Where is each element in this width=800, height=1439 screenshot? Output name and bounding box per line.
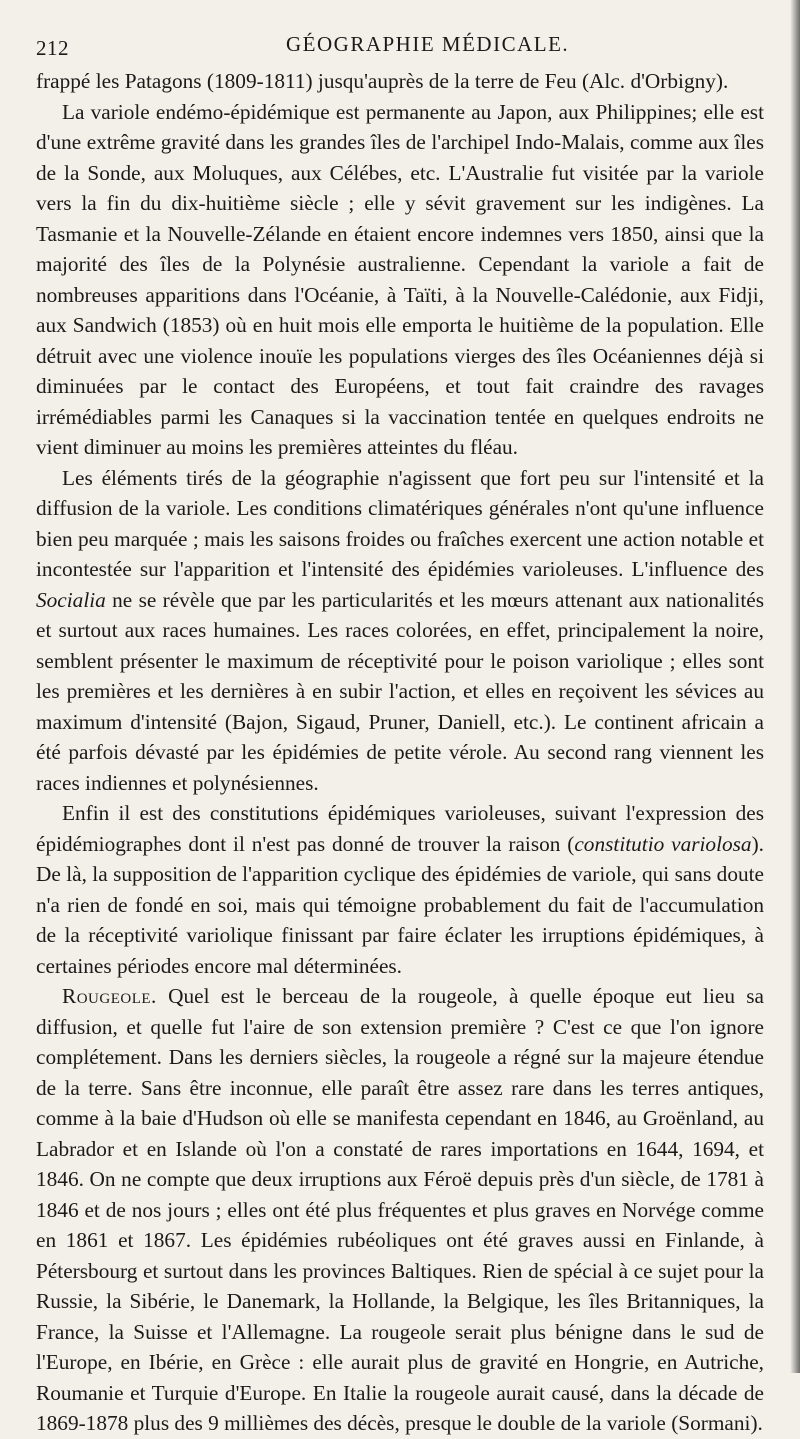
paragraph-variole-oceanie bbox=[36, 97, 764, 463]
paragraph-rougeole bbox=[36, 981, 764, 1439]
paragraph-text: Les éléments tirés de la géographie n'agissent que fort peu sur l'intensité et la diffusion de la variole. Les conditions climatériques générales n'ont qu'une influence bien peu marquée ; mais les saisons froides ou fraîches exercent une action notable et incontestée sur l'apparition et l'intensité des épidémies varioleuses. L'influence des bbox=[36, 465, 764, 581]
paragraph-text: ). De là, la supposition de l'apparition cyclique des épidémies de variole, qui sans doute n'a rien de fondé en soi, mais qui témoigne probablement du fait de l'accumulation de la réceptivité variolique finissant par faire éclater les irruptions épidémiques, à certaines périodes encore mal déterminées. bbox=[36, 831, 765, 978]
page-number: 212 bbox=[36, 36, 69, 60]
paragraph-text: frappé les Patagons (1809-1811) jusqu'auprès de la terre de Feu (Alc. d'Orbigny). bbox=[36, 69, 729, 93]
running-head bbox=[36, 26, 772, 66]
paragraph-constitutions-epidemiques bbox=[36, 798, 764, 981]
paragraph-text: ne se révèle que par les particularités et les mœurs attenant aux nationalités et surtout aux races humaines. Les races colorées, en effet, principalement la noire, semblent présenter le maximum de réceptivité pour le poison variolique ; elles sont les premières et les dernières à en subir l'action, et elles en reçoivent les sévices au maximum d'intensité (Bajon, Sigaud, Pruner, Daniell, etc.). Le continent africain a été parfois dévasté par les épidémies de petite vérole. Au second rang viennent les races indiennes et polynésiennes. bbox=[36, 587, 764, 795]
running-title: GÉOGRAPHIE MÉDICALE. bbox=[286, 32, 570, 56]
paragraph-text: Enfin il est des constitutions épidémiques varioleuses, suivant l'expression des épidémiographes dont il n'est pas donné de trouver la raison ( bbox=[36, 801, 764, 856]
paragraph-elements-geographie bbox=[36, 463, 764, 799]
italic-term-socialia: Socialia bbox=[36, 587, 106, 612]
paragraph-text: La variole endémo-épidémique est permanente au Japon, aux Philippines; elle est d'une extrême gravité dans les grandes îles de l'archipel Indo-Malais, comme aux îles de la Sonde, aux Moluques, aux Célébes, etc. L'Australie fut visitée par la variole vers la fin du dix-huitième siècle ; elle y sévit gravement sur les indigènes. La Tasmanie et la Nouvelle-Zélande en étaient encore indemnes vers 1850, ainsi que la majorité des îles de la Polynésie australienne. Cependant la variole a fait de nombreuses apparitions dans l'Océanie, à Taïti, à la Nouvelle-Calédonie, aux Fidji, aux Sandwich (1853) où en huit mois elle emporta le huitième de la population. Elle détruit avec une violence inouïe les populations vierges des îles Océaniennes déjà si diminuées par le contact des Européens, et tout fait craindre des ravages irrémédiables parmi les Canaques si la vaccination tentée en quelques endroits ne vient diminuer au moins les premières atteintes du fléau. bbox=[36, 99, 764, 459]
section-heading-rougeole: Rougeole. bbox=[62, 984, 157, 1008]
body-text bbox=[36, 66, 764, 1439]
paragraph-text: Quel est le berceau de la rougeole, à quelle époque eut lieu sa diffusion, et quelle fut l'aire de son extension première ? C'est ce que l'on ignore complétement. Dans les derniers siècles, la rougeole a régné sur la majeure étendue de la terre. Sans être inconnue, elle paraît être assez rare dans les terres antiques, comme à la baie d'Hudson où elle se manifesta cependant en 1846, au Groënland, au Labrador et en Islande où l'on a constaté de rares importations en 1644, 1694, et 1846. On ne compte que deux irruptions aux Féroë depuis près d'un siècle, de 1781 à 1846 et de nos jours ; elles ont été plus fréquentes et plus graves en Norvége comme en 1861 et 1867. Les épidémies rubéoliques ont été graves aussi en Finlande, à Pétersbourg et surtout dans les provinces Baltiques. Rien de spécial à ce sujet pour la Russie, la Sibérie, le Danemark, la Hollande, la Belgique, les îles Britanniques, la France, la Suisse et l'Allemagne. La rougeole serait plus bénigne dans le sud de l'Europe, en Ibérie, en Grèce : elle aurait plus de gravité en Hongrie, en Autriche, Roumanie et Turquie d'Europe. En Italie la rougeole aurait causé, dans la décade de 1869-1878 plus des 9 millièmes des décès, presque le double de la variole (Sormani). bbox=[36, 984, 764, 1435]
paragraph-continuation bbox=[36, 66, 764, 97]
italic-term-constitutio-variolosa: constitutio variolosa bbox=[574, 831, 752, 856]
